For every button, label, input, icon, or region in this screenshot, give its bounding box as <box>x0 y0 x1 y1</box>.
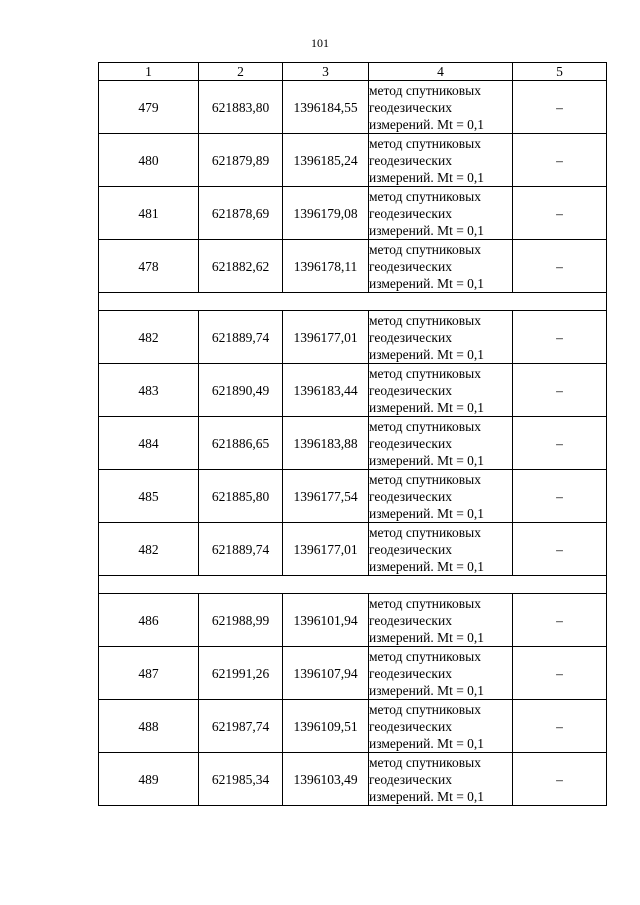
column-5-cell: – <box>513 364 607 417</box>
y-coordinate-cell: 1396179,08 <box>283 187 369 240</box>
x-coordinate-cell: 621987,74 <box>199 700 283 753</box>
table-row <box>99 364 607 417</box>
y-coordinate-cell: 1396183,44 <box>283 364 369 417</box>
method-cell <box>369 187 513 240</box>
method-line: геодезических <box>369 152 452 168</box>
method-line: геодезических <box>369 541 452 557</box>
point-number-cell: 482 <box>99 523 199 576</box>
header-col-5: 5 <box>513 63 607 81</box>
x-coordinate-cell: 621879,89 <box>199 134 283 187</box>
x-coordinate-cell: 621988,99 <box>199 594 283 647</box>
method-line: метод спутниковых <box>369 365 481 381</box>
column-5-cell: – <box>513 311 607 364</box>
separator-cell <box>99 293 607 311</box>
point-number-cell: 484 <box>99 417 199 470</box>
method-cell <box>369 311 513 364</box>
table-row <box>99 753 607 806</box>
y-coordinate-cell: 1396107,94 <box>283 647 369 700</box>
x-coordinate-cell: 621885,80 <box>199 470 283 523</box>
table-row <box>99 81 607 134</box>
y-coordinate-cell: 1396184,55 <box>283 81 369 134</box>
coordinates-table <box>98 62 607 806</box>
method-cell <box>369 523 513 576</box>
point-number-cell: 485 <box>99 470 199 523</box>
y-coordinate-cell: 1396177,01 <box>283 311 369 364</box>
method-line: метод спутниковых <box>369 648 481 664</box>
header-col-3: 3 <box>283 63 369 81</box>
column-5-cell: – <box>513 647 607 700</box>
method-cell <box>369 364 513 417</box>
method-line: измерений. Mt = 0,1 <box>369 452 485 468</box>
column-5-cell: – <box>513 594 607 647</box>
point-number-cell: 481 <box>99 187 199 240</box>
block-separator-row <box>99 576 607 594</box>
method-line: геодезических <box>369 99 452 115</box>
method-line: геодезических <box>369 205 452 221</box>
column-5-cell: – <box>513 240 607 293</box>
column-5-cell: – <box>513 81 607 134</box>
table-row <box>99 311 607 364</box>
method-line: метод спутниковых <box>369 312 481 328</box>
method-line: измерений. Mt = 0,1 <box>369 222 485 238</box>
method-line: метод спутниковых <box>369 241 481 257</box>
point-number-cell: 479 <box>99 81 199 134</box>
method-cell <box>369 470 513 523</box>
method-line: измерений. Mt = 0,1 <box>369 735 485 751</box>
table-row <box>99 700 607 753</box>
point-number-cell: 480 <box>99 134 199 187</box>
table-row <box>99 523 607 576</box>
method-line: измерений. Mt = 0,1 <box>369 505 485 521</box>
point-number-cell: 483 <box>99 364 199 417</box>
page-number: 101 <box>311 36 329 50</box>
method-line: измерений. Mt = 0,1 <box>369 346 485 362</box>
method-line: измерений. Mt = 0,1 <box>369 558 485 574</box>
table-body <box>99 81 607 806</box>
method-cell <box>369 417 513 470</box>
table-row <box>99 417 607 470</box>
x-coordinate-cell: 621883,80 <box>199 81 283 134</box>
y-coordinate-cell: 1396109,51 <box>283 700 369 753</box>
method-cell <box>369 240 513 293</box>
method-line: геодезических <box>369 665 452 681</box>
method-line: геодезических <box>369 771 452 787</box>
column-5-cell: – <box>513 470 607 523</box>
method-line: метод спутниковых <box>369 418 481 434</box>
table-row <box>99 134 607 187</box>
method-cell <box>369 753 513 806</box>
table-row <box>99 240 607 293</box>
method-line: метод спутниковых <box>369 701 481 717</box>
method-cell <box>369 134 513 187</box>
x-coordinate-cell: 621889,74 <box>199 523 283 576</box>
method-line: измерений. Mt = 0,1 <box>369 275 485 291</box>
method-line: метод спутниковых <box>369 82 481 98</box>
point-number-cell: 489 <box>99 753 199 806</box>
method-line: геодезических <box>369 258 452 274</box>
x-coordinate-cell: 621991,26 <box>199 647 283 700</box>
point-number-cell: 486 <box>99 594 199 647</box>
column-5-cell: – <box>513 753 607 806</box>
y-coordinate-cell: 1396183,88 <box>283 417 369 470</box>
method-cell <box>369 81 513 134</box>
method-line: метод спутниковых <box>369 595 481 611</box>
y-coordinate-cell: 1396101,94 <box>283 594 369 647</box>
x-coordinate-cell: 621878,69 <box>199 187 283 240</box>
table-row <box>99 594 607 647</box>
y-coordinate-cell: 1396185,24 <box>283 134 369 187</box>
x-coordinate-cell: 621890,49 <box>199 364 283 417</box>
method-line: измерений. Mt = 0,1 <box>369 788 485 804</box>
block-separator-row <box>99 293 607 311</box>
header-row <box>99 63 607 81</box>
point-number-cell: 478 <box>99 240 199 293</box>
separator-cell <box>99 576 607 594</box>
column-5-cell: – <box>513 134 607 187</box>
x-coordinate-cell: 621889,74 <box>199 311 283 364</box>
y-coordinate-cell: 1396178,11 <box>283 240 369 293</box>
method-line: измерений. Mt = 0,1 <box>369 629 485 645</box>
method-cell <box>369 594 513 647</box>
header-col-2: 2 <box>199 63 283 81</box>
method-line: геодезических <box>369 488 452 504</box>
method-line: метод спутниковых <box>369 471 481 487</box>
method-line: измерений. Mt = 0,1 <box>369 682 485 698</box>
x-coordinate-cell: 621882,62 <box>199 240 283 293</box>
column-5-cell: – <box>513 187 607 240</box>
method-line: измерений. Mt = 0,1 <box>369 399 485 415</box>
method-line: геодезических <box>369 329 452 345</box>
column-5-cell: – <box>513 523 607 576</box>
header-col-1: 1 <box>99 63 199 81</box>
table-row <box>99 470 607 523</box>
method-line: метод спутниковых <box>369 135 481 151</box>
method-line: геодезических <box>369 718 452 734</box>
point-number-cell: 487 <box>99 647 199 700</box>
table-row <box>99 187 607 240</box>
table-row <box>99 647 607 700</box>
header-col-4: 4 <box>369 63 513 81</box>
method-line: измерений. Mt = 0,1 <box>369 116 485 132</box>
y-coordinate-cell: 1396103,49 <box>283 753 369 806</box>
column-5-cell: – <box>513 700 607 753</box>
x-coordinate-cell: 621985,34 <box>199 753 283 806</box>
method-cell <box>369 700 513 753</box>
method-line: метод спутниковых <box>369 188 481 204</box>
method-line: геодезических <box>369 382 452 398</box>
x-coordinate-cell: 621886,65 <box>199 417 283 470</box>
column-5-cell: – <box>513 417 607 470</box>
point-number-cell: 488 <box>99 700 199 753</box>
method-line: метод спутниковых <box>369 754 481 770</box>
point-number-cell: 482 <box>99 311 199 364</box>
method-line: измерений. Mt = 0,1 <box>369 169 485 185</box>
method-line: геодезических <box>369 435 452 451</box>
y-coordinate-cell: 1396177,01 <box>283 523 369 576</box>
method-line: геодезических <box>369 612 452 628</box>
method-cell <box>369 647 513 700</box>
method-line: метод спутниковых <box>369 524 481 540</box>
y-coordinate-cell: 1396177,54 <box>283 470 369 523</box>
